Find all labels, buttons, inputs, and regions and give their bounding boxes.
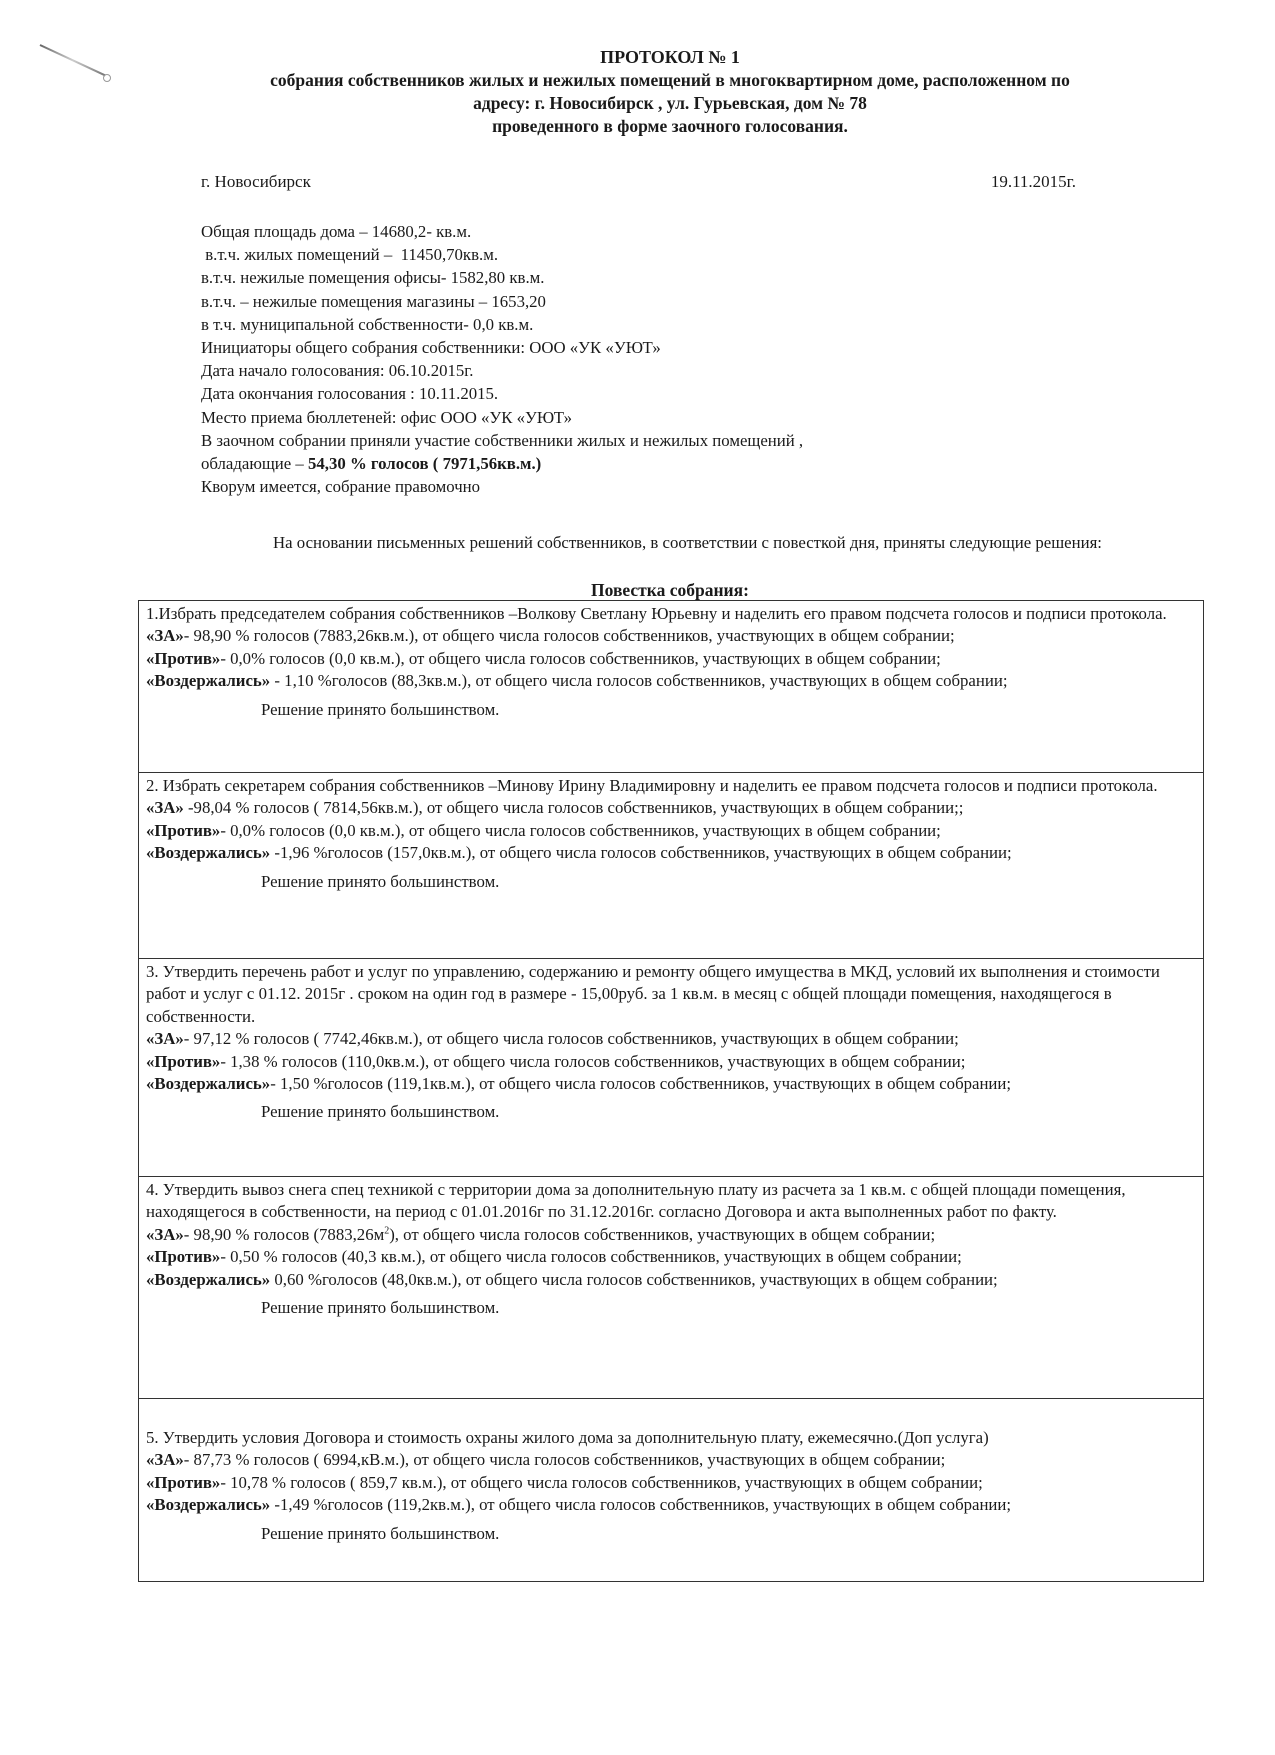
meeting-info (201, 220, 803, 498)
place-date-row (201, 172, 1076, 192)
vote-abstain (146, 1494, 1197, 1516)
agenda-item (139, 1399, 1203, 1581)
staple-hole (103, 74, 111, 82)
vote-abstain-label: «Воздержались» (146, 1269, 271, 1289)
vote-abstain (146, 842, 1197, 864)
intro-text: На основании письменных решений собственников, в соответствии с повесткой дня, приняты следующие решения: (273, 533, 1102, 552)
vote-against-text: - 1,38 % голосов (110,0кв.м.), от общего числа голосов собственников, участвующих в общем собрании; (220, 1051, 966, 1071)
vote-abstain (146, 1269, 1197, 1291)
vote-against-label: «Против» (146, 1051, 221, 1071)
vote-abstain-text: -1,49 %голосов (119,2кв.м.), от общего числа голосов собственников, участвующих в общем собрании; (270, 1495, 1012, 1515)
municipal-area: в т.ч. муниципальной собственности- 0,0 кв.м. (201, 314, 534, 334)
vote-for-text: - 98,90 % голосов (7883,26м (183, 1224, 385, 1244)
office-area: в.т.ч. нежилые помещения офисы- 1582,80 кв.м. (201, 268, 545, 288)
residential-area: в.т.ч. жилых помещений – 11450,70кв.м. (201, 245, 499, 265)
vote-against-label: «Против» (146, 1247, 221, 1267)
vote-abstain-label: «Воздержались» (146, 1495, 271, 1515)
vote-for (146, 1028, 1197, 1050)
agenda-table (138, 600, 1204, 1582)
vote-for-text: -98,04 % голосов ( 7814,56кв.м.), от общего числа голосов собственников, участвующих в общем собрании;; (183, 798, 964, 818)
owning-prefix: обладающие – (201, 454, 308, 474)
agenda-item-text: 5. Утвердить условия Договора и стоимость охраны жилого дома за дополнительную плату, ежемесячно.(Доп услуга) (146, 1428, 989, 1447)
superscript: 2 (384, 1225, 390, 1237)
vote-against-text: - 0,0% голосов (0,0 кв.м.), от общего числа голосов собственников, участвующих в общем собрании; (220, 648, 941, 668)
agenda-item-text: 1.Избрать председателем собрания собственников –Волкову Светлану Юрьевну и наделить его правом подсчета голосов и подписи протокола. (146, 604, 1167, 623)
vote-for-text: - 87,73 % голосов ( 6994,кВ.м.), от общего числа голосов собственников, участвующих в общем собрании; (183, 1450, 946, 1470)
vote-against (146, 648, 1197, 670)
vote-against-label: «Против» (146, 820, 221, 840)
agenda-title: Повестка собрания: (591, 580, 749, 600)
document-title: ПРОТОКОЛ № 1 (600, 47, 740, 67)
vote-against (146, 1246, 1197, 1268)
owning-share (201, 452, 803, 475)
vote-for (146, 1224, 1197, 1246)
vote-for-text: - 98,90 % голосов (7883,26кв.м.), от общего числа голосов собственников, участвующих в общем собрании; (183, 626, 955, 646)
vote-against-text: - 0,0% голосов (0,0 кв.м.), от общего числа голосов собственников, участвующих в общем собрании; (220, 820, 941, 840)
vote-abstain (146, 670, 1197, 692)
owning-value: 54,30 % голосов ( 7971,56кв.м.) (308, 454, 542, 474)
vote-for (146, 797, 1197, 819)
vote-against (146, 820, 1197, 842)
voting-start: Дата начало голосования: 06.10.2015г. (201, 361, 474, 381)
staple-mark (40, 44, 106, 76)
shop-area: в.т.ч. – нежилые помещения магазины – 1653,20 (201, 291, 546, 311)
vote-abstain-text: -1,96 %голосов (157,0кв.м.), от общего числа голосов собственников, участвующих в общем собрании; (270, 843, 1012, 863)
header-line-2: адресу: г. Новосибирск , ул. Гурьевская, дом № 78 (473, 93, 867, 113)
header-line-3: проведенного в форме заочного голосования. (492, 116, 848, 136)
agenda-item-text: 2. Избрать секретарем собрания собственников –Минову Ирину Владимировну и наделить ее правом подсчета голосов и подписи протокола. (146, 776, 1158, 795)
agenda-item-text: 3. Утвердить перечень работ и услуг по управлению, содержанию и ремонту общего имущества в МКД, условий их выполнения и стоимости работ и услуг с 01.12. 2015г . сроком на один год в размере - 15,00руб. за 1 кв.м. в месяц с общей площади помещения, находящегося в собственности. (146, 962, 1160, 1026)
document-header (140, 46, 1200, 138)
vote-against-text: - 0,50 % голосов (40,3 кв.м.), от общего числа голосов собственников, участвующих в общем собрании; (220, 1247, 962, 1267)
vote-abstain (146, 1073, 1197, 1095)
vote-abstain-text: - 1,10 %голосов (88,3кв.м.), от общего числа голосов собственников, участвующих в общем собрании; (270, 671, 1008, 691)
vote-for-label: «ЗА» (146, 1029, 184, 1049)
vote-for-label: «ЗА» (146, 1224, 184, 1244)
vote-for-text-tail: ), от общего числа голосов собственников, участвующих в общем собрании; (389, 1224, 936, 1244)
decision-result: Решение принято большинством. (261, 699, 500, 719)
vote-against-text: - 10,78 % голосов ( 859,7 кв.м.), от общего числа голосов собственников, участвующих в общем собрании; (220, 1472, 983, 1492)
vote-for-label: «ЗА» (146, 798, 184, 818)
document-date: 19.11.2015г. (990, 172, 1076, 191)
vote-against-label: «Против» (146, 1472, 221, 1492)
vote-abstain-label: «Воздержались» (146, 671, 271, 691)
vote-against (146, 1051, 1197, 1073)
vote-abstain-label: «Воздержались» (146, 1074, 271, 1094)
ballot-place: Место приема бюллетеней: офис ООО «УК «УЮТ» (201, 407, 572, 427)
initiators: Инициаторы общего собрания собственники: ООО «УК «УЮТ» (201, 338, 661, 358)
vote-for-label: «ЗА» (146, 1450, 184, 1470)
vote-for (146, 625, 1197, 647)
decision-result: Решение принято большинством. (261, 1298, 500, 1318)
header-line-1: собрания собственников жилых и нежилых помещений в многоквартирном доме, расположенном по (270, 70, 1070, 90)
agenda-item-text: 4. Утвердить вывоз снега спец техникой с территории дома за дополнительную плату из расчета за 1 кв.м. с общей площади помещения, находящегося в собственности, на период с 01.01.2016г по 31.12.2016г. согласно Договора и акта выполненных работ по факту. (146, 1180, 1126, 1222)
agenda-item (139, 601, 1203, 773)
agenda-item (139, 773, 1203, 959)
agenda-item (139, 959, 1203, 1177)
total-area: Общая площадь дома – 14680,2- кв.м. (201, 222, 472, 241)
vote-for-text: - 97,12 % голосов ( 7742,46кв.м.), от общего числа голосов собственников, участвующих в общем собрании; (183, 1029, 959, 1049)
decision-result: Решение принято большинством. (261, 1523, 500, 1543)
vote-abstain-text: - 1,50 %голосов (119,1кв.м.), от общего числа голосов собственников, участвующих в общем собрании; (270, 1074, 1012, 1094)
participation: В заочном собрании приняли участие собственники жилых и нежилых помещений , (201, 430, 804, 450)
agenda-item (139, 1177, 1203, 1399)
voting-end: Дата окончания голосования : 10.11.2015. (201, 384, 499, 404)
decision-result: Решение принято большинством. (261, 871, 500, 891)
decision-result: Решение принято большинством. (261, 1102, 500, 1122)
quorum: Кворум имеется, собрание правомочно (201, 477, 481, 497)
vote-against-label: «Против» (146, 648, 221, 668)
vote-abstain-text: 0,60 %голосов (48,0кв.м.), от общего числа голосов собственников, участвующих в общем собрании; (270, 1269, 998, 1289)
vote-against (146, 1472, 1197, 1494)
vote-for (146, 1449, 1197, 1471)
vote-abstain-label: «Воздержались» (146, 843, 271, 863)
place: г. Новосибирск (201, 172, 311, 191)
vote-for-label: «ЗА» (146, 626, 184, 646)
